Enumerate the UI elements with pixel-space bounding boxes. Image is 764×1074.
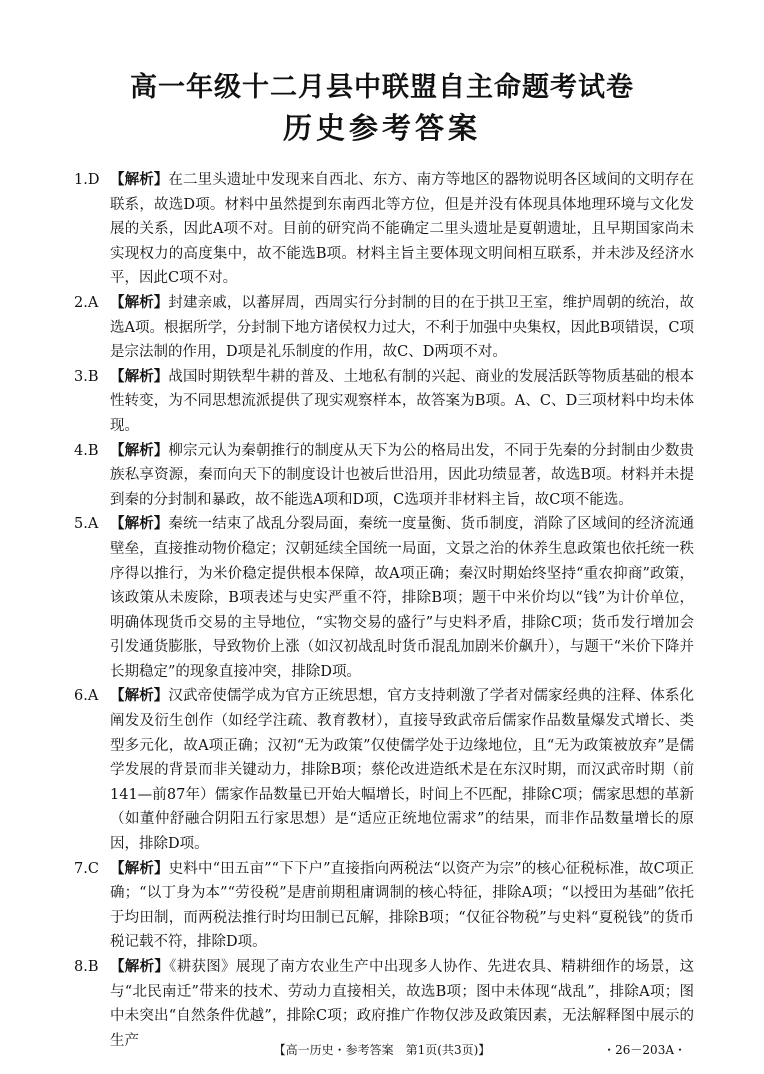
answer-item-3 xyxy=(74,365,694,439)
answer-number: 3.B xyxy=(74,368,99,385)
answers-list xyxy=(74,168,694,1053)
exam-title: 高一年级十二月县中联盟自主命题考试卷 xyxy=(130,72,634,103)
analysis-tag: 【解析】 xyxy=(110,515,169,533)
answer-number: 2.A xyxy=(74,294,99,311)
answer-number: 6.A xyxy=(74,688,99,705)
answer-text: 封建亲戚，以蕃屏周，西周实行分封制的目的在于拱卫王室，维护周朝的统治，故选A项。根据所学，分封制下地方诸侯权力过大，不利于加强中央集权，因此B项错误，C项是宗法制的作用，D项是礼乐制度的作用，故C、D两项不对。 xyxy=(110,294,695,361)
answer-item-2 xyxy=(74,291,694,365)
page-footer xyxy=(0,1040,764,1060)
answer-item-1 xyxy=(74,168,694,291)
answer-number: 8.B xyxy=(74,959,99,975)
answer-text: 柳宗元认为秦朝推行的制度从天下为公的格局出发，不同于先秦的分封制由少数贵族私享资源，秦而向天下的制度设计也被后世沿用，因此功绩显著，故选B项。材料并未提到秦的分封制和暴政，故不能选A项和D项，C选项并非材料主旨，故C项不能选。 xyxy=(110,442,695,508)
answer-text: 秦统一结束了战乱分裂局面，秦统一度量衡、货币制度，消除了区域间的经济流通壁垒，直接推动物价稳定；汉朝延续全国统一局面，文景之治的休养生息政策也依托统一秩序得以推行，为米价稳定提供根本保障，故A项正确；秦汉时期始终坚持“重农抑商”政策，该政策从未废除，B项表述与史实严重不符，排除B项；题干中米价均以“钱”为计价单位，明确体现货币交易的主导地位，“实物交易的盛行”与史料矛盾，排除C项；货币发行增加会引发通货膨胀，导致物价上涨（如汉初战乱时货币混乱加剧米价飙升），与题干“米价下降并长期稳定”的现象直接冲突，排除D项。 xyxy=(110,516,695,680)
answer-number: 5.A xyxy=(74,516,99,533)
answer-item-8 xyxy=(74,955,694,1053)
analysis-tag: 【解析】 xyxy=(110,958,170,975)
answer-title: 历史参考答案 xyxy=(282,111,481,145)
answer-item-7 xyxy=(74,857,694,955)
answer-text: 在二里头遗址中发现来自西北、东方、南方等地区的器物说明各区域间的文明存在联系，故选D项。材料中虽然提到东南西北等方位，但是并没有体现具体地理环境与文化发展的关系，因此A项不对。目前的研究尚不能确定二里头遗址是夏朝遗址，且早期国家尚未实现权力的高度集中，故不能选B项。材料主旨主要体现文明间相互联系，并未涉及经济水平，因此C项不对。 xyxy=(110,172,695,287)
answer-number: 1.D xyxy=(74,172,100,188)
answer-text: 战国时期铁犁牛耕的普及、土地私有制的兴起、商业的发展活跃等物质基础的根本性转变，为不同思想流派提供了现实观察样本，故答案为B项。A、C、D三项材料中均未体现。 xyxy=(110,368,695,434)
analysis-tag: 【解析】 xyxy=(110,367,169,385)
answer-item-5 xyxy=(74,512,694,684)
answer-text: 《耕获图》展现了南方农业生产中出现多人协作、先进农具、精耕细作的场景，这与“北民南迁”带来的技术、劳动力直接相关，故选B项；图中未体现“战乱”，排除A项；图中未突出“自然条件优越”，排除C项；政府推广作物仅涉及政策因素，无法解释图中展示的生产 xyxy=(110,959,694,1049)
analysis-tag: 【解析】 xyxy=(110,441,169,459)
footer-code: ・26－203A・ xyxy=(603,1043,686,1057)
analysis-tag: 【解析】 xyxy=(110,859,169,877)
analysis-tag: 【解析】 xyxy=(110,687,169,705)
footer-page-info: 【高一历史・参考答案 第1页(共3页)】 xyxy=(273,1043,491,1057)
answer-text: 汉武帝使儒学成为官方正统思想，官方支持刺激了学者对儒家经典的注释、体系化阐发及衍生创作（如经学注疏、教育教材），直接导致武帝后儒家作品数量爆发式增长、类型多元化，故A项正确；汉初“无为政策”仅使儒学处于边缘地位，且“无为政策被放弃”是儒学发展的背景而非关键动力，排除B项；蔡伦改进造纸术是在东汉时期，而汉武帝时期（前141—前87年）儒家作品数量已开始大幅增长，时间上不匹配，排除C项；儒家思想的革新（如董仲舒融合阴阳五行家思想）是“适应正统地位需求”的结果，而非作品数量增长的原因，排除D项。 xyxy=(110,688,695,853)
answer-number: 4.B xyxy=(74,442,99,459)
answer-item-6 xyxy=(74,684,694,856)
answer-text: 史料中“田五亩”“下下户”直接指向两税法“以资产为宗”的核心征税标准，故C项正确；“以丁身为本”“劳役税”是唐前期租庸调制的核心特征，排除A项；“以授田为基础”依托于均田制，而两税法推行时均田制已瓦解，排除B项；“仅征谷物税”与史料“夏税钱”的货币税记载不符，排除D项。 xyxy=(110,860,695,951)
analysis-tag: 【解析】 xyxy=(110,293,169,311)
analysis-tag: 【解析】 xyxy=(110,171,169,188)
answer-number: 7.C xyxy=(74,860,99,877)
answer-item-4 xyxy=(74,439,694,513)
